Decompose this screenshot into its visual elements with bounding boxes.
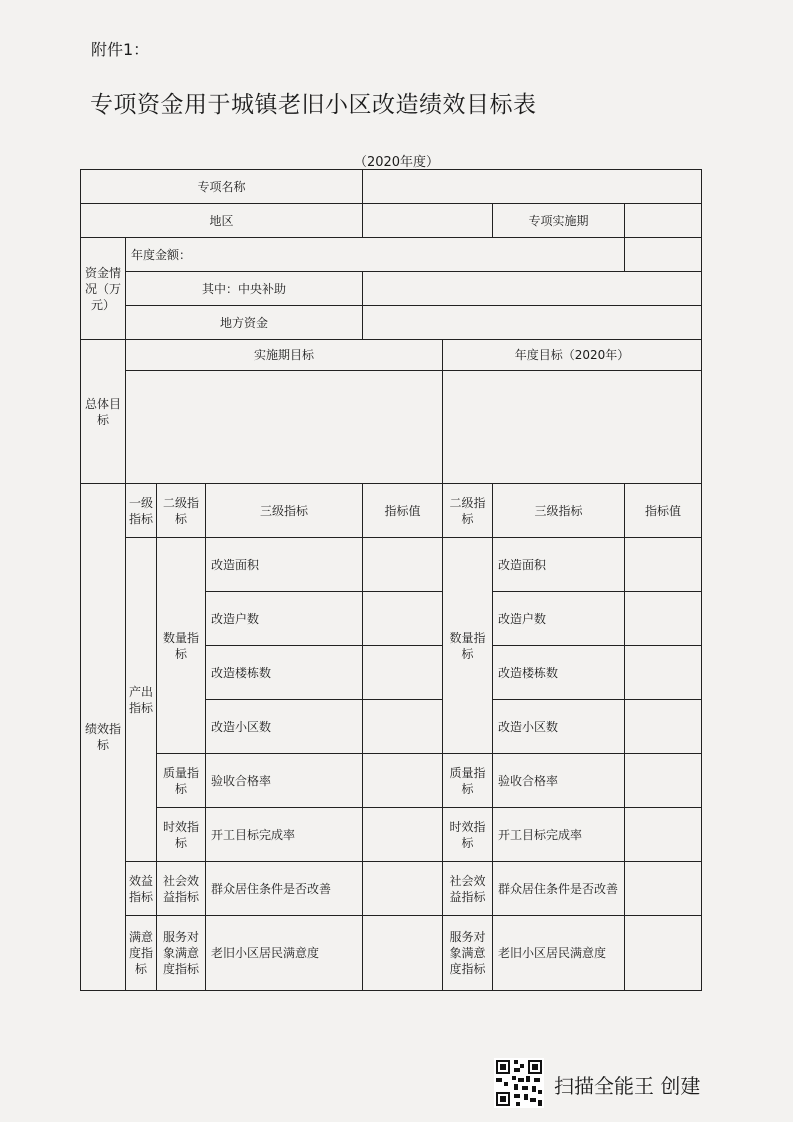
indicators-section-label: 绩效指标 (81, 484, 126, 991)
area-item-right: 改造面积 (493, 538, 625, 592)
area-item: 改造面积 (206, 538, 363, 592)
project-name-cell[interactable] (363, 170, 702, 204)
benefit-indicator-label: 效益指标 (126, 862, 157, 916)
social-value-cell-right[interactable] (625, 862, 702, 916)
annual-goal-label: 年度目标（2020年） (443, 340, 702, 371)
quality-value-cell-right[interactable] (625, 754, 702, 808)
area-value-cell-right[interactable] (625, 538, 702, 592)
service-item-right: 老旧小区居民满意度 (493, 916, 625, 991)
project-name-label: 专项名称 (81, 170, 363, 204)
quality-item: 验收合格率 (206, 754, 363, 808)
local-funds-label: 地方资金 (126, 306, 363, 340)
timeliness-value-cell[interactable] (363, 808, 443, 862)
service-value-cell[interactable] (363, 916, 443, 991)
buildings-item-right: 改造楼栋数 (493, 646, 625, 700)
households-value-cell-right[interactable] (625, 592, 702, 646)
goals-section-label: 总体目标 (81, 340, 126, 484)
period-goal-label: 实施期目标 (126, 340, 443, 371)
col-level3-header: 三级指标 (206, 484, 363, 538)
page-title: 专项资金用于城镇老旧小区改造绩效目标表 (90, 92, 537, 118)
period-goal-cell[interactable] (126, 371, 443, 484)
scanner-brand-text: 扫描全能王 创建 (554, 1074, 701, 1098)
communities-item-right: 改造小区数 (493, 700, 625, 754)
col-level2-header: 二级指标 (157, 484, 206, 538)
communities-value-cell-right[interactable] (625, 700, 702, 754)
communities-item: 改造小区数 (206, 700, 363, 754)
implementation-cell[interactable] (625, 204, 702, 238)
social-value-cell[interactable] (363, 862, 443, 916)
annual-goal-cell[interactable] (443, 371, 702, 484)
communities-value-cell[interactable] (363, 700, 443, 754)
households-item: 改造户数 (206, 592, 363, 646)
col-level3-header-right: 三级指标 (493, 484, 625, 538)
timeliness-value-cell-right[interactable] (625, 808, 702, 862)
funds-section-label: 资金情况（万元） (81, 238, 126, 340)
service-value-cell-right[interactable] (625, 916, 702, 991)
qr-code-icon (494, 1058, 544, 1108)
col-level2-header-right: 二级指标 (443, 484, 493, 538)
service-indicator-label: 服务对象满意度指标 (157, 916, 206, 991)
social-indicator-label: 社会效益指标 (157, 862, 206, 916)
implementation-label: 专项实施期 (493, 204, 625, 238)
local-funds-cell[interactable] (363, 306, 702, 340)
timeliness-item: 开工目标完成率 (206, 808, 363, 862)
central-subsidy-label: 其中：中央补助 (126, 272, 363, 306)
area-value-cell[interactable] (363, 538, 443, 592)
social-item-right: 群众居住条件是否改善 (493, 862, 625, 916)
service-indicator-label-right: 服务对象满意度指标 (443, 916, 493, 991)
quality-indicator-label-right: 质量指标 (443, 754, 493, 808)
annual-amount-cell[interactable] (625, 238, 702, 272)
buildings-value-cell-right[interactable] (625, 646, 702, 700)
quality-item-right: 验收合格率 (493, 754, 625, 808)
households-value-cell[interactable] (363, 592, 443, 646)
quantity-indicator-label-right: 数量指标 (443, 538, 493, 754)
year-label: （2020年度） (353, 155, 440, 170)
quality-value-cell[interactable] (363, 754, 443, 808)
quantity-indicator-label: 数量指标 (157, 538, 206, 754)
col-level1-header: 一级指标 (126, 484, 157, 538)
service-item: 老旧小区居民满意度 (206, 916, 363, 991)
social-item: 群众居住条件是否改善 (206, 862, 363, 916)
col-value-header: 指标值 (363, 484, 443, 538)
social-indicator-label-right: 社会效益指标 (443, 862, 493, 916)
timeliness-indicator-label: 时效指标 (157, 808, 206, 862)
buildings-item: 改造楼栋数 (206, 646, 363, 700)
region-label: 地区 (81, 204, 363, 238)
region-cell[interactable] (363, 204, 493, 238)
attachment-label: 附件1： (91, 40, 150, 59)
performance-form-table (80, 169, 702, 991)
annual-amount-label: 年度金额： (126, 238, 625, 272)
satisfaction-indicator-label: 满意度指标 (126, 916, 157, 991)
central-subsidy-cell[interactable] (363, 272, 702, 306)
households-item-right: 改造户数 (493, 592, 625, 646)
col-value-header-right: 指标值 (625, 484, 702, 538)
timeliness-item-right: 开工目标完成率 (493, 808, 625, 862)
quality-indicator-label: 质量指标 (157, 754, 206, 808)
buildings-value-cell[interactable] (363, 646, 443, 700)
output-indicator-label: 产出指标 (126, 538, 157, 862)
timeliness-indicator-label-right: 时效指标 (443, 808, 493, 862)
